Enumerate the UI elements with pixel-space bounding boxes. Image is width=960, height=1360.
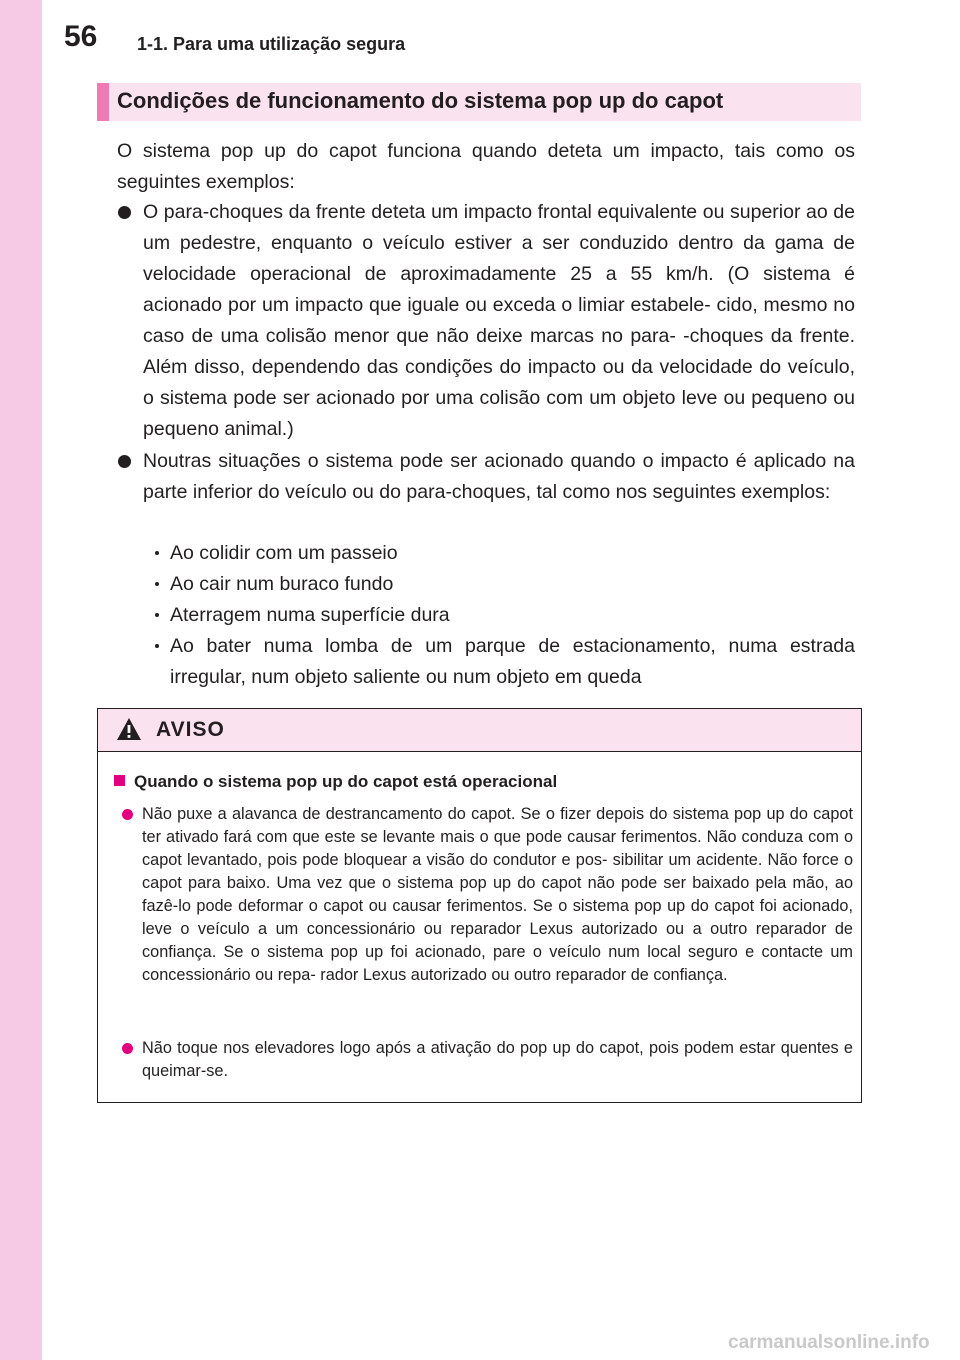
sub-list xyxy=(150,538,855,693)
list-item xyxy=(117,446,855,508)
warning-item-text: Não puxe a alavanca de destrancamento do capot. Se o fizer depois do sistema pop up do capot ter ativado fará com que este se levante mais o que pode causar ferimentos. Não conduza com o capot levantado, pois pode bloquear a visão do condutor e pos- sibilitar um acidente. Não force o capot para baixo. Uma vez que o sistema pop up do capot não pode ser baixado pela mão, ao fazê-lo pode deformar o capot ou causar ferimentos. Se o sistema pop up do capot foi acionado, leve o veículo a um concessionário ou reparador Lexus autorizado ou a outro reparador de confiança. Se o sistema pop up foi acionado, pare o veículo num local seguro e contacte um concessionário ou repa- rador Lexus autorizado ou outro reparador de confiança. xyxy=(142,805,853,984)
dot-icon xyxy=(155,644,159,648)
bullet-icon xyxy=(122,809,133,820)
sub-list-item: Aterragem numa superfície dura xyxy=(150,600,855,631)
side-color-strip xyxy=(0,0,42,1360)
sub-list-item: Ao bater numa lomba de um parque de estacionamento, numa estrada irregular, num objeto saliente ou num objeto em queda xyxy=(150,631,855,693)
intro-paragraph: O sistema pop up do capot funciona quando deteta um impacto, tais como os seguintes exemplos: xyxy=(117,140,855,193)
dot-icon xyxy=(155,551,159,555)
warning-triangle-icon xyxy=(116,717,142,741)
warning-item xyxy=(122,803,853,987)
dot-icon xyxy=(155,613,159,617)
square-bullet-icon xyxy=(114,775,125,786)
list-item xyxy=(117,197,855,445)
warning-box xyxy=(97,708,862,1103)
warning-header xyxy=(98,709,861,752)
warning-title: AVISO xyxy=(156,718,225,741)
dot-icon xyxy=(155,582,159,586)
bullet-icon xyxy=(122,1043,133,1054)
section-header xyxy=(97,83,861,121)
bullet-icon xyxy=(118,206,131,219)
section-title: Condições de funcionamento do sistema pop up do capot xyxy=(117,88,724,113)
bullet-text: O para-choques da frente deteta um impacto frontal equivalente ou superior ao de um pedestre, enquanto o veículo estiver a ser conduzido dentro da gama de velocidade operacional de aproximadamente 25 a 55 km/h. (O sistema é acionado por um impacto que iguale ou exceda o limiar estabele- cido, mesmo no caso de uma colisão menor que não deixe marcas no para- -choques da frente. Além disso, dependendo das condições do impacto ou da velocidade do veículo, o sistema pode ser acionado por uma colisão com um objeto leve ou pequeno ou pequeno animal.) xyxy=(143,201,855,440)
warning-item-text: Não toque nos elevadores logo após a ativação do pop up do capot, pois podem estar quentes e queimar-se. xyxy=(142,1039,853,1080)
warning-item xyxy=(122,1037,853,1083)
bullet-text: Noutras situações o sistema pode ser acionado quando o impacto é aplicado na parte inferior do veículo ou do para-choques, tal como nos seguintes exemplos: xyxy=(143,450,855,503)
sub-list-item: Ao colidir com um passeio xyxy=(150,538,855,569)
sub-list-item: Ao cair num buraco fundo xyxy=(150,569,855,600)
chapter-title: 1-1. Para uma utilização segura xyxy=(137,34,406,54)
bullet-icon xyxy=(118,455,131,468)
warning-subtitle: Quando o sistema pop up do capot está operacional xyxy=(114,772,557,792)
page-number: 56 xyxy=(64,20,98,53)
watermark: carmanualsonline.info xyxy=(728,1332,930,1353)
